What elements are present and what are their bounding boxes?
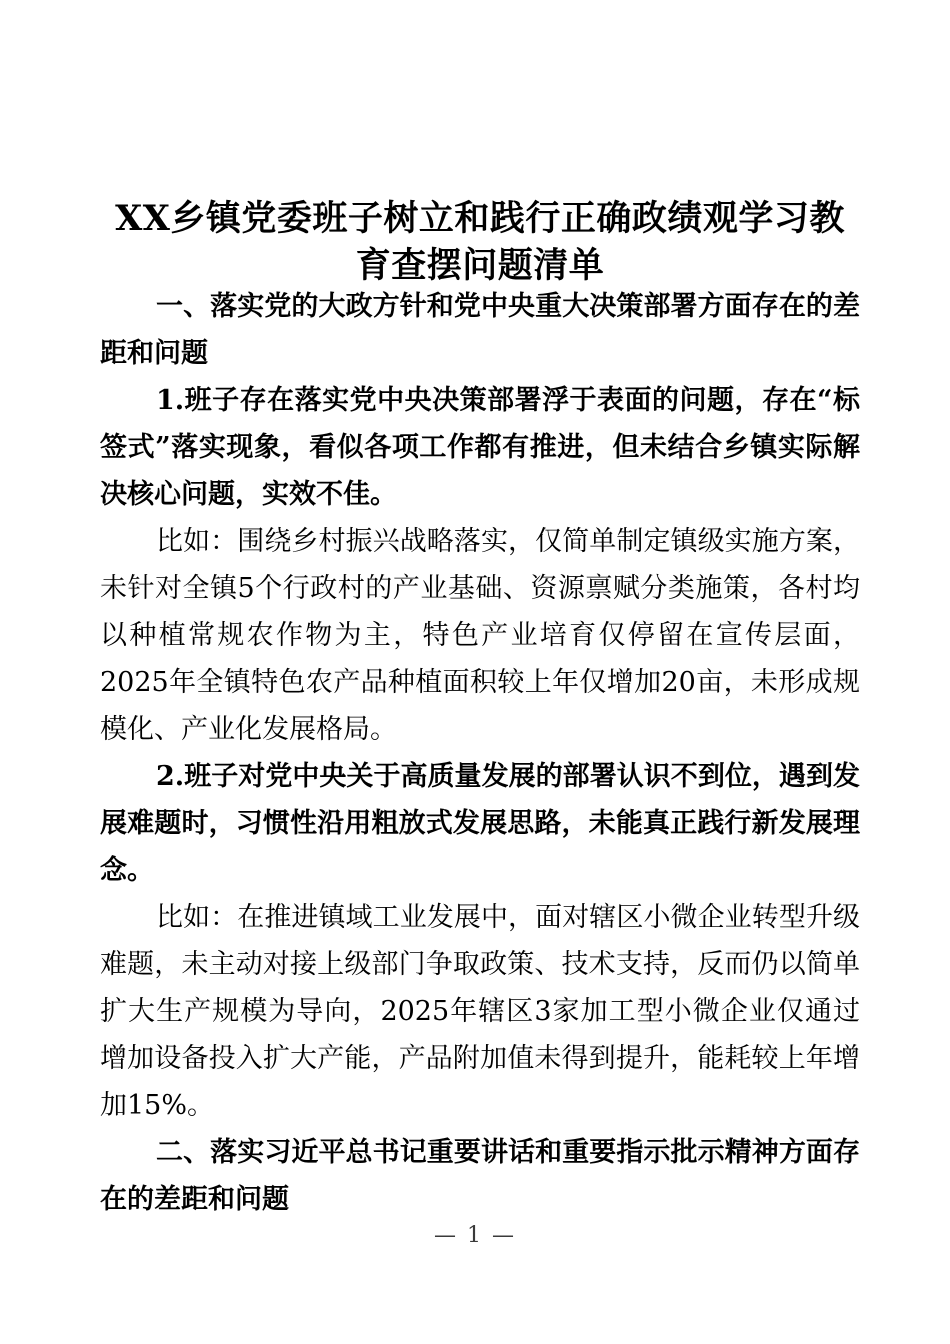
document-body <box>100 283 860 1223</box>
problem-item-2-statement: 2.班子对党中央关于高质量发展的部署认识不到位，遇到发展难题时，习惯性沿用粗放式发展思路，未能真正践行新发展理念。 <box>100 761 860 886</box>
problem-item-1-example: 比如：围绕乡村振兴战略落实，仅简单制定镇级实施方案，未针对全镇5个行政村的产业基础、资源禀赋分类施策，各村均以种植常规农作物为主，特色产业培育仅停留在宣传层面，2025年全镇特色农产品种植面积较上年仅增加20亩，未形成规模化、产业化发展格局。 <box>100 526 860 745</box>
page-number: — 1 — <box>434 1223 516 1248</box>
page-title: XX乡镇党委班子树立和践行正确政绩观学习教育查摆问题清单 <box>115 198 845 287</box>
section-heading-2: 二、落实习近平总书记重要讲话和重要指示批示精神方面存在的差距和问题 <box>100 1137 860 1215</box>
section-heading-1: 一、落实党的大政方针和党中央重大决策部署方面存在的差距和问题 <box>100 291 860 369</box>
problem-item-2-example: 比如：在推进镇域工业发展中，面对辖区小微企业转型升级难题，未主动对接上级部门争取政策、技术支持，反而仍以简单扩大生产规模为导向，2025年辖区3家加工型小微企业仅通过增加设备投入扩大产能，产品附加值未得到提升，能耗较上年增加15%。 <box>100 902 860 1121</box>
problem-item-1-statement: 1.班子存在落实党中央决策部署浮于表面的问题，存在“标签式”落实现象，看似各项工作都有推进，但未结合乡镇实际解决核心问题，实效不佳。 <box>100 385 860 510</box>
